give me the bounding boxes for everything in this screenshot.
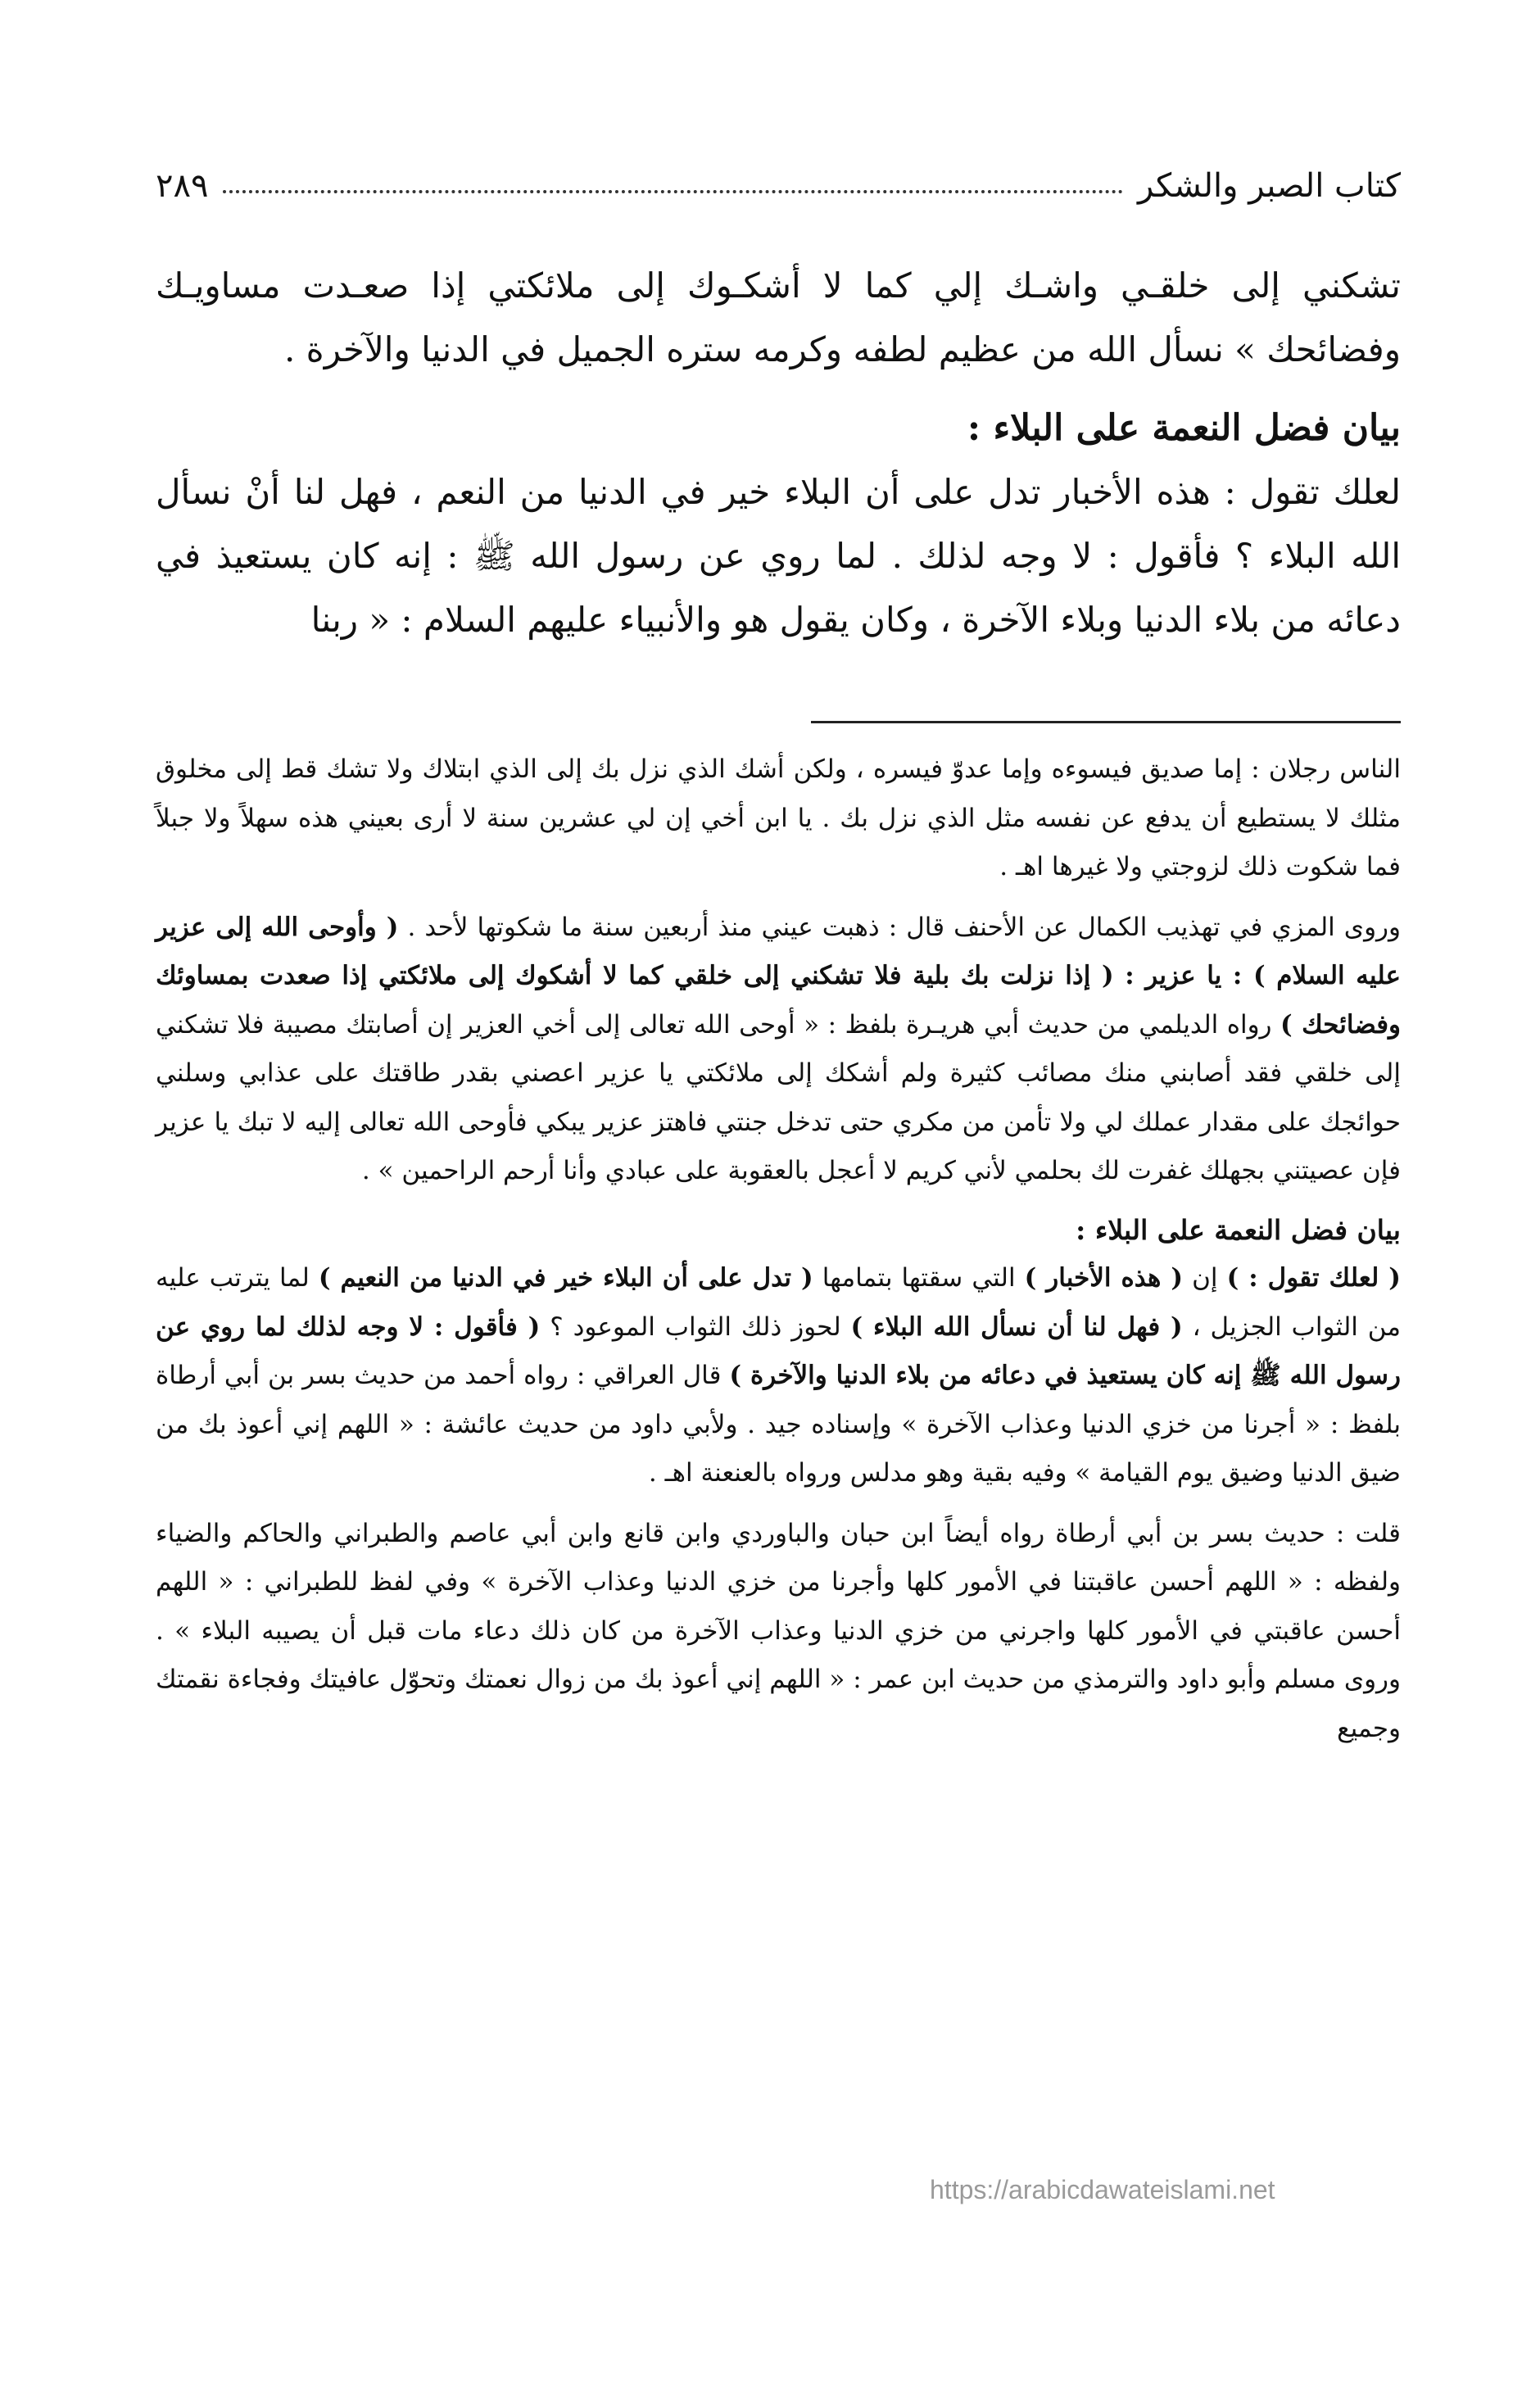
quoted-text: ( لعلك تقول : ) (1226, 1263, 1401, 1293)
commentary-text: التي سقتها بتمامها (813, 1263, 1025, 1293)
quoted-text: ( فأقول : لا وجه لذلك لما روي عن رسول الله ﷺ إنه كان يستعيذ في دعائه من بلاء الدنيا والآخرة ) (156, 1312, 1401, 1390)
commentary-text: وروى المزي في تهذيب الكمال عن الأحنف قال : ذهبت عيني منذ أربعين سنة ما شكوتها لأحد . (398, 912, 1401, 942)
page-number: ٢٨٩ (156, 167, 209, 205)
watermark-url: https://arabicdawateislami.net (930, 2175, 1275, 2204)
commentary-section (156, 745, 1401, 1753)
quoted-text: ( وأوحى الله إلى عزير عليه السلام ) : يا عزير : ( إذا نزلت بك بلية فلا تشكني إلى خلقي كما لا أشكوك إلى ملائكتي إذا صعدت بمساوئك وفضائحك ) (156, 912, 1402, 1040)
commentary-heading: بيان فضل النعمة على البلاء : (1076, 1213, 1401, 1246)
commentary-paragraph-3 (156, 1254, 1401, 1498)
commentary-text: إن (1183, 1263, 1227, 1293)
commentary-text: قال العراقي : رواه أحمد من حديث بسر بن أبي أرطاة بلفظ : « أجرنا من خزي الدنيا وعذاب الآخرة » وإسناده جيد . ولأبي داود من حديث عائشة : « اللهم إني أعوذ بك من ضيق الدنيا وضيق يوم القيامة » وفيه بقية وهو مدلس ورواه بالعنعنة اهـ . (156, 1361, 1401, 1488)
footnote-separator (811, 721, 1401, 723)
book-page (156, 123, 1401, 2253)
quoted-text: ( هذه الأخبار ) (1024, 1263, 1184, 1293)
section-heading: بيان فضل النعمة على البلاء : (967, 407, 1401, 449)
main-paragraph-2: لعلك تقول : هذه الأخبار تدل على أن البلاء خير في الدنيا من النعم ، فهل لنا أنْ نسأل الله البلاء ؟ فأقول : لا وجه لذلك . لما روي عن رسول الله ﷺ : إنه كان يستعيذ في دعائه من بلاء الدنيا وبلاء الآخرة ، وكان يقول هو والأنبياء عليهم السلام : « ربنا (156, 472, 1402, 640)
commentary-paragraph-2 (156, 904, 1401, 1196)
quoted-text: ( تدل على أن البلاء خير في الدنيا من النعيم ) (318, 1263, 813, 1293)
main-paragraph-1: تشكني إلى خلقـي واشـك إلي كما لا أشكـوك إلى ملائكتي إذا صعـدت مساويـك وفضائحك » نسأل الله من عظيم لطفه وكرمه ستره الجميل في الدنيا والآخرة . (156, 265, 1401, 369)
commentary-text: لما يترتب عليه من الثواب الجزيل ، (156, 1263, 1401, 1342)
commentary-text: لحوز ذلك الثواب الموعود ؟ (540, 1312, 851, 1342)
commentary-paragraph-1: الناس رجلان : إما صديق فيسوءه وإما عدوّ فيسره ، ولكن أشك الذي نزل بك إلى الذي ابتلاك ولا تشك قط إلى مخلوق مثلك لا يستطيع أن يدفع عن نفسه مثل الذي نزل بك . يا ابن أخي إن لي عشرين سنة لا أرى بعيني هذه سهلاً ولا جبلاً فما شكوت ذلك لزوجتي ولا غيرها اهـ . (156, 754, 1401, 881)
running-header (156, 147, 1401, 205)
commentary-paragraph-4: قلت : حديث بسر بن أبي أرطاة رواه أيضاً ابن حبان والباوردي وابن قانع وابن أبي عاصم والطبراني والحاكم والضياء ولفظه : « اللهم أحسن عاقبتنا في الأمور كلها وأجرنا من خزي الدنيا وعذاب الآخرة » وفي لفظ للطبراني : « اللهم أحسن عاقبتي في الأمور كلها واجرني من خزي الدنيا وعذاب الآخرة من كان ذلك دعاء مات قبل أن يصيبه البلاء » . وروى مسلم وأبو داود والترمذي من حديث ابن عمر : « اللهم إني أعوذ بك من زوال نعمتك وتحوّل عافيتك وفجاءة نقمتك وجميع (156, 1518, 1401, 1743)
main-text (156, 254, 1401, 652)
header-dotted-leader (223, 190, 1123, 193)
quoted-text: ( فهل لنا أن نسأل الله البلاء ) (850, 1312, 1183, 1342)
header-title: كتاب الصبر والشكر (1138, 167, 1401, 205)
commentary-text: رواه الديلمي من حديث أبي هريـرة بلفظ : « أوحى الله تعالى إلى أخي العزير إن أصابتك مصيبة فلا تشكني إلى خلقي فقد أصابني منك مصائب كثيرة ولم أشكك إلى ملائكتي يا عزير اعصني بقدر طاقتك على عذابي وسلني حوائجك على مقدار عملك لي ولا تأمن من مكري حتى تدخل جنتي فاهتز عزير يبكي فأوحى الله تعالى إليه لا تبك يا عزير فإن عصيتني بجهلك غفرت لك بحلمي لأني كريم لا أعجل بالعقوبة على عبادي وأنا أرحم الراحمين » . (156, 1009, 1401, 1185)
